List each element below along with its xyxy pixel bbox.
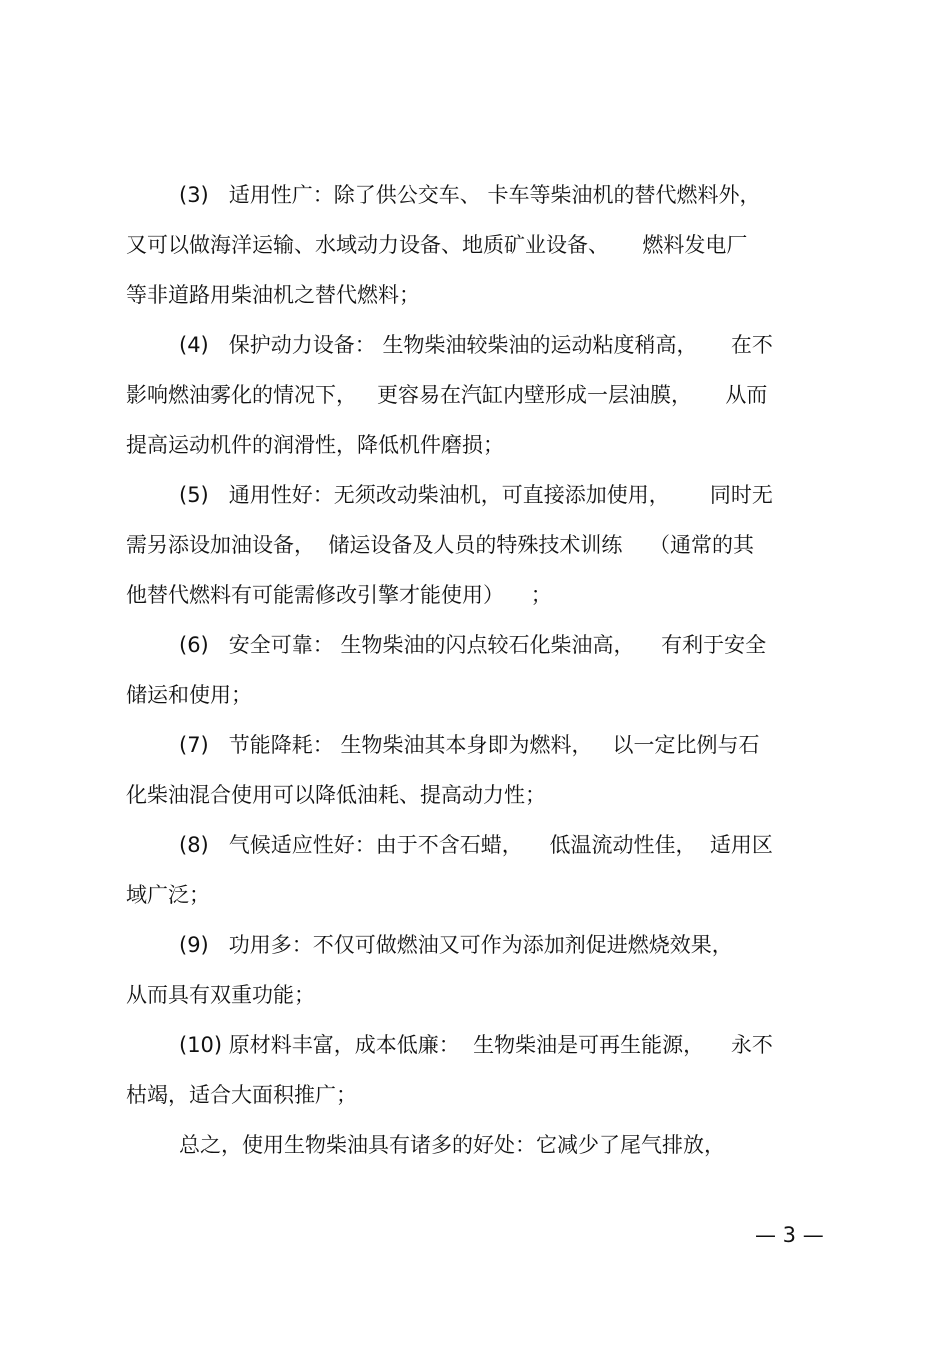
text-line-6a: (6) 安全可靠： 生物柴油的闪点较石化柴油高， 有利于安全 (179, 633, 767, 657)
text-line-10a: (10) 原材料丰富，成本低廉： 生物柴油是可再生能源， 永不 (179, 1033, 773, 1057)
text-line-10b: 枯竭，适合大面积推广； (126, 1083, 357, 1107)
text-line-summary: 总之，使用生物柴油具有诸多的好处：它减少了尾气排放， (179, 1133, 725, 1157)
text-line-3a: (3) 适用性广：除了供公交车、 卡车等柴油机的替代燃料外， (179, 183, 761, 207)
text-line-3b: 又可以做海洋运输、水域动力设备、地质矿业设备、 燃料发电厂 (126, 233, 748, 257)
text-line-4a: (4) 保护动力设备： 生物柴油较柴油的运动粘度稍高， 在不 (179, 333, 773, 357)
text-line-9a: (9) 功用多：不仅可做燃油又可作为添加剂促进燃烧效果， (179, 933, 733, 957)
text-line-8b: 域广泛； (126, 883, 210, 907)
text-line-5b: 需另添设加油设备， 储运设备及人员的特殊技术训练 （通常的其 (126, 533, 755, 557)
text-line-4b: 影响燃油雾化的情况下， 更容易在汽缸内壁形成一层油膜， 从而 (126, 383, 768, 407)
text-line-6b: 储运和使用； (126, 683, 252, 707)
text-line-7a: (7) 节能降耗： 生物柴油其本身即为燃料， 以一定比例与石 (179, 733, 760, 757)
text-line-5c: 他替代燃料有可能需修改引擎才能使用） ； (126, 583, 552, 607)
text-line-5a: (5) 通用性好：无须改动柴油机，可直接添加使用， 同时无 (179, 483, 773, 507)
page-number: — 3 — (755, 1223, 824, 1247)
text-line-8a: (8) 气候适应性好：由于不含石蜡， 低温流动性佳， 适用区 (179, 833, 773, 857)
text-line-3c: 等非道路用柴油机之替代燃料； (126, 283, 420, 307)
text-line-4c: 提高运动机件的润滑性，降低机件磨损； (126, 433, 504, 457)
text-line-7b: 化柴油混合使用可以降低油耗、提高动力性； (126, 783, 546, 807)
text-line-9b: 从而具有双重功能； (126, 983, 315, 1007)
